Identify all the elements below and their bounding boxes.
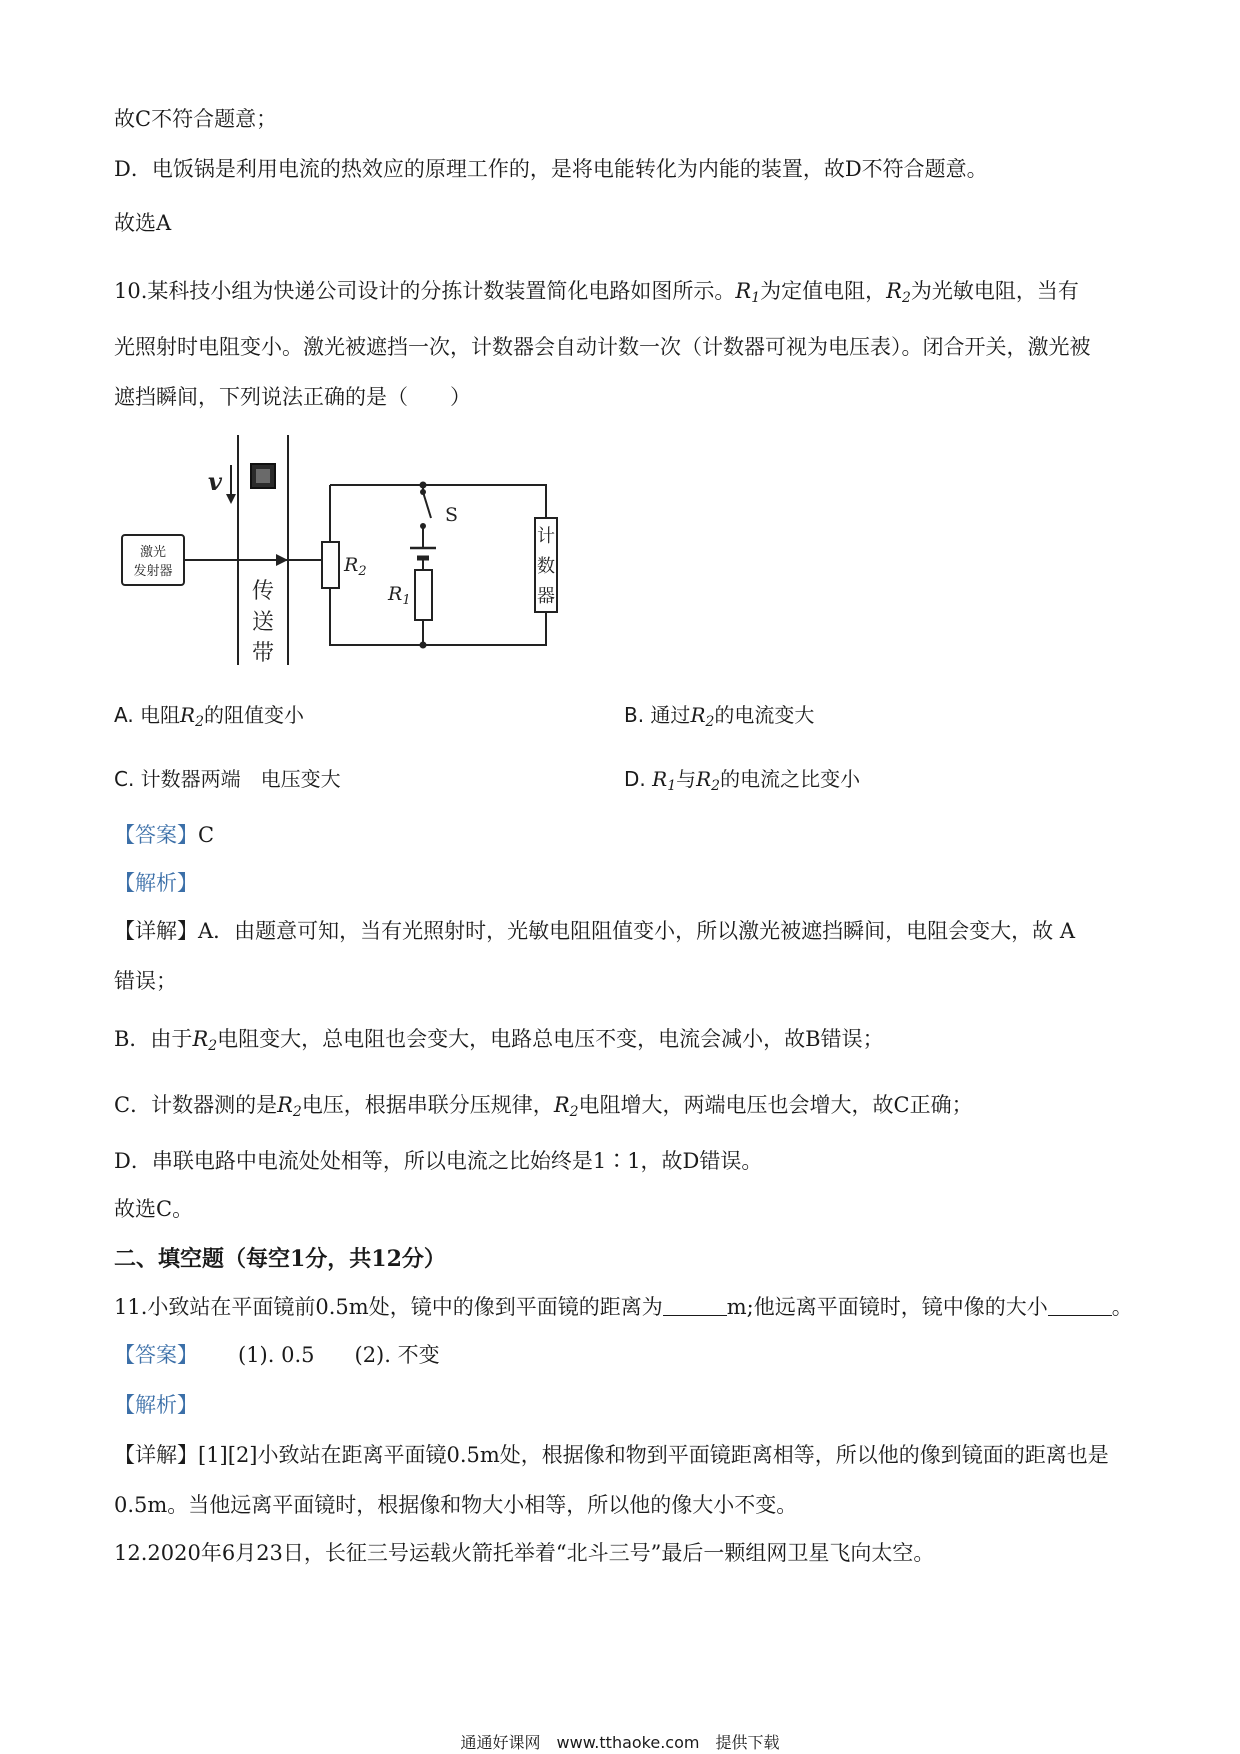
q10-detail-d: D．串联电路中电流处处相等，所以电流之比始终是1∶1，故D错误。 (114, 1149, 763, 1173)
laser-arrowhead (276, 554, 288, 566)
q10-stem-line1 (114, 276, 1079, 313)
q9-option-d-explanation: D．电饭锅是利用电流的热效应的原理工作的，是将电能转化为内能的装置，故D不符合题意。 (114, 157, 988, 181)
circuit-diagram (118, 430, 578, 670)
q11-detail-line2: 0.5m。当他远离平面镜时，根据像和物大小相等，所以他的像大小不变。 (114, 1493, 798, 1517)
switch-lever (423, 492, 431, 518)
q10-stem-text: 10.某科技小组为快递公司设计的分拣计数装置简化电路如图所示。 (114, 279, 736, 303)
r2-resistor (322, 542, 339, 588)
answer-tag: 【答案】 (114, 823, 198, 847)
section-2-heading: 二、填空题（每空1分，共12分） (114, 1246, 446, 1272)
velocity-label: v (208, 467, 222, 496)
q10-stem-line3: 遮挡瞬间，下列说法正确的是（ ） (114, 385, 471, 409)
answer-blank-2[interactable] (1048, 1295, 1112, 1316)
package-inner (256, 469, 270, 483)
answer-value: C (198, 823, 215, 847)
symbol-r2: $R_2$ (277, 1093, 302, 1120)
q10-option-a: A. 电阻$R_2$的阻值变小 (114, 703, 305, 730)
q10-conclusion: 故选C。 (114, 1197, 194, 1221)
q10-option-b: B. 通过$R_2$的电流变大 (624, 703, 815, 730)
q11-detail-line1: 【详解】[1][2]小致站在距离平面镜0.5m处，根据像和物到平面镜距离相等，所以他的像到镜面的距离也是 (114, 1443, 1109, 1467)
q10-stem-text: 为光敏电阻，当有 (910, 279, 1079, 303)
symbol-r2: $R_2$ (180, 703, 205, 730)
answer-value-1: (1). 0.5 (238, 1343, 315, 1367)
belt-label-char2: 送 (251, 610, 275, 635)
r1-resistor (415, 570, 432, 620)
q10-detail-c: C．计数器测的是$R_2$电压，根据串联分压规律，$R_2$电阻增大，两端电压也会增大，故C正确； (114, 1093, 973, 1120)
laser-label-line1: 激光 (139, 545, 167, 560)
symbol-r2: $R_2$ (690, 703, 715, 730)
q11-stem: 11.小致站在平面镜前0.5m处，镜中的像到平面镜的距离为 m;他远离平面镜时，镜中像的大小 。 (114, 1295, 1133, 1319)
switch-label: S (445, 504, 459, 526)
answer-blank-1[interactable] (663, 1295, 727, 1316)
q11-analysis-tag: 【解析】 (114, 1393, 198, 1417)
symbol-r1: $R_1$ (735, 279, 761, 306)
junction-top (420, 482, 427, 489)
q10-option-c: C. 计数器两端 电压变大 (114, 767, 341, 791)
symbol-r2: $R_2$ (553, 1093, 579, 1120)
answer-value-2: (2). 不变 (354, 1343, 440, 1367)
q10-stem-line2: 光照射时电阻变小。激光被遮挡一次，计数器会自动计数一次（计数器可视为电压表）。闭合开关，激光被 (114, 335, 1091, 359)
page-footer: 通通好课网 www.tthaoke.com 提供下载 (460, 1733, 780, 1752)
q12-stem: 12.2020年6月23日，长征三号运载火箭托举着“北斗三号”最后一颗组网卫星飞向太空。 (114, 1541, 935, 1565)
switch-contact (420, 523, 426, 529)
q10-answer (114, 820, 214, 850)
q10-analysis-tag: 【解析】 (114, 871, 198, 895)
q10-detail-a-line1: 【详解】A．由题意可知，当有光照射时，光敏电阻阻值变小，所以激光被遮挡瞬间，电阻会变大，故 A (114, 919, 1076, 943)
symbol-r2: $R_2$ (696, 767, 721, 794)
belt-label-char3: 带 (251, 641, 275, 666)
answer-tag: 【答案】 (114, 1343, 198, 1367)
counter-label-char1: 计 (537, 526, 555, 547)
r1-label: $R_1$ (388, 583, 411, 608)
q10-detail-a-line2: 错误； (114, 969, 177, 993)
detail-tag: 【详解】 (114, 919, 198, 943)
q10-option-d: D. $R_1$与$R_2$的电流之比变小 (624, 767, 861, 794)
q9-conclusion-c: 故C不符合题意； (114, 107, 278, 131)
q10-stem-text: 为定值电阻， (760, 279, 887, 303)
symbol-r2: $R_2$ (192, 1027, 218, 1054)
symbol-r1: $R_1$ (652, 767, 677, 794)
laser-label-line2: 发射器 (133, 564, 173, 579)
switch-pivot (420, 489, 426, 495)
symbol-r2: $R_2$ (886, 279, 911, 306)
detail-tag: 【详解】 (114, 1443, 198, 1467)
r2-label: $R_2$ (344, 554, 367, 579)
belt-label-char1: 传 (251, 579, 275, 604)
q9-final-answer: 故选A (114, 211, 172, 235)
velocity-arrowhead (226, 494, 236, 504)
junction-bottom (420, 642, 427, 649)
q10-detail-b: B．由于$R_2$电阻变大，总电阻也会变大，电路总电压不变，电流会减小，故B错误； (114, 1027, 884, 1054)
counter-label-char3: 器 (537, 586, 555, 607)
q11-answer (114, 1340, 440, 1370)
counter-label-char2: 数 (537, 556, 555, 577)
